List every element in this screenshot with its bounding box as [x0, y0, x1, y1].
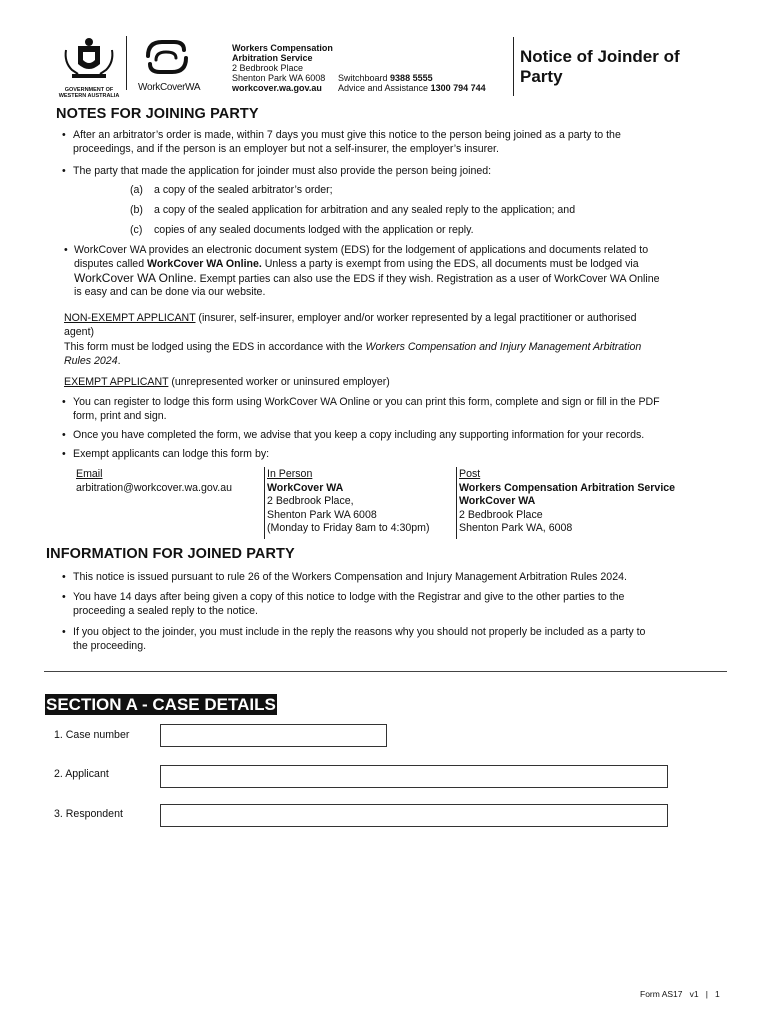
text-span: Exempt parties can also use the EDS if they wish. Registration as a user of WorkCover WA Online — [196, 273, 660, 285]
lodge-in-person-org: WorkCover WA — [267, 481, 344, 494]
list-item-b — [130, 204, 575, 218]
org-name-1: Workers Compensation — [232, 43, 333, 53]
title-divider — [513, 37, 514, 96]
text-span: disputes called — [74, 257, 148, 270]
info-bullet-2-line-1: You have 14 days after being given a copy of this notice to lodge with the Registrar and give to the other parties to the — [73, 591, 625, 603]
respondent-input[interactable] — [160, 804, 668, 827]
notes-heading: NOTES FOR JOINING PARTY — [56, 106, 259, 122]
info-bullet-3-line-1: If you object to the joinder, you must include in the reply the reasons why you should not properly be included as a party to — [73, 626, 646, 638]
lodge-post-address-1: 2 Bedbrook Place — [459, 508, 543, 521]
form-title-line-2: Party — [520, 67, 563, 86]
notes-bullet-4-line-1: You can register to lodge this form using WorkCover WA Online or you can print this form, complete and sign or fill in the PDF — [73, 396, 660, 408]
respondent-label: 3. Respondent — [54, 808, 123, 820]
exempt-label: EXEMPT APPLICANT — [64, 376, 169, 388]
logo-divider — [126, 36, 127, 90]
non-exempt-description: (insurer, self-insurer, employer and/or worker represented by a legal practitioner or authorised — [195, 312, 637, 324]
workcover-wordmark: WorkCoverWA — [138, 82, 201, 93]
notes-bullet-3 — [74, 244, 734, 300]
non-exempt-applicant-block — [64, 312, 744, 368]
switchboard-number: 9388 5555 — [390, 73, 433, 83]
case-number-input[interactable] — [160, 724, 387, 747]
list-item-a-text: a copy of the sealed arbitrator’s order; — [154, 184, 333, 196]
switchboard-label: Switchboard — [338, 73, 388, 83]
page-footer — [640, 989, 720, 999]
info-bullet-3-line-2: the proceeding. — [73, 639, 147, 652]
applicant-input[interactable] — [160, 765, 668, 788]
text-span: . — [117, 354, 121, 367]
lodge-post-org-2: WorkCover WA — [459, 495, 536, 507]
bullet-icon: • — [62, 448, 66, 460]
section-divider — [44, 671, 727, 672]
info-bullet-1: This notice is issued pursuant to rule 26 of the Workers Compensation and Injury Management Arbitration Rules 2024. — [73, 571, 627, 583]
org-name-2: Arbitration Service — [232, 53, 313, 63]
rules-title-italic-line-2: Rules 2024 — [64, 354, 118, 367]
page-number: 1 — [715, 989, 720, 999]
bullet-icon: • — [62, 165, 66, 177]
list-item-c-text: copies of any sealed documents lodged with the application or reply. — [154, 224, 474, 236]
bullet-icon: • — [62, 429, 66, 441]
form-title — [520, 47, 680, 87]
info-bullet-2 — [73, 591, 725, 618]
lodge-post-column — [459, 468, 729, 536]
list-item-b-label: (b) — [130, 204, 143, 216]
non-exempt-description-line-2: agent) — [64, 325, 95, 338]
applicant-label: 2. Applicant — [54, 768, 109, 780]
notes-bullet-6: Exempt applicants can lodge this form by: — [73, 448, 270, 460]
list-item-c — [130, 224, 474, 238]
list-item-a-label: (a) — [130, 184, 143, 196]
info-heading: INFORMATION FOR JOINED PARTY — [46, 546, 295, 562]
bullet-icon: • — [62, 129, 66, 141]
notes-bullet-3-line-3 — [74, 271, 734, 286]
advice-number: 1300 794 744 — [430, 83, 486, 93]
exempt-description: (unrepresented worker or uninsured employer) — [168, 376, 390, 388]
gov-logo-line-2: WESTERN AUSTRALIA — [58, 93, 120, 99]
org-website[interactable]: workcover.wa.gov.au — [232, 83, 322, 93]
section-a-heading: SECTION A - CASE DETAILS — [46, 695, 276, 714]
non-exempt-label: NON-EXEMPT APPLICANT — [64, 312, 196, 324]
bullet-icon: • — [62, 396, 66, 408]
lodge-in-person-address-2: Shenton Park WA 6008 — [267, 508, 377, 521]
form-id: Form AS17 — [640, 989, 683, 999]
notes-bullet-3-line-4: is easy and can be done via our website. — [74, 286, 266, 298]
lodge-post-address-2: Shenton Park WA, 6008 — [459, 522, 573, 534]
notes-bullet-3-line-2 — [74, 258, 734, 272]
notes-bullet-1-line-2: proceedings, and if the person is an employer but not a self-insurer, the employer’s insurer. — [73, 142, 499, 155]
lodge-post-heading: Post — [459, 468, 481, 480]
exempt-applicant-line — [64, 376, 390, 390]
bullet-icon: • — [62, 591, 66, 603]
eds-name-bold: WorkCover WA Online. — [147, 257, 262, 270]
notes-bullet-4 — [73, 396, 735, 423]
list-item-a — [130, 184, 333, 198]
advice-label: Advice and Assistance — [338, 83, 429, 93]
footer-separator: | — [705, 989, 708, 999]
case-number-label: 1. Case number — [54, 729, 130, 741]
lodge-email-column — [76, 468, 260, 495]
text-span: Unless a party is exempt from using the EDS, all documents must be lodged via — [261, 257, 639, 270]
info-bullet-2-line-2: proceeding a sealed reply to the notice. — [73, 604, 258, 617]
notes-bullet-2: The party that made the application for joinder must also provide the person being joined: — [73, 165, 492, 177]
lodge-column-divider — [264, 467, 265, 539]
org-contact-block — [232, 43, 492, 93]
lodge-email-heading: Email — [76, 468, 103, 480]
list-item-b-text: a copy of the sealed application for arbitration and any sealed reply to the application; and — [154, 204, 576, 216]
lodge-post-org-1: Workers Compensation Arbitration Service — [459, 481, 676, 494]
bullet-icon: • — [64, 244, 68, 256]
lodge-in-person-hours: (Monday to Friday 8am to 4:30pm) — [267, 522, 430, 534]
notes-bullet-5: Once you have completed the form, we advise that you keep a copy including any supporting information for your records. — [73, 429, 645, 441]
org-address-1: 2 Bedbrook Place — [232, 63, 304, 73]
gov-logo-line-1: GOVERNMENT OF — [64, 87, 114, 93]
notes-bullet-3-line-1: WorkCover WA provides an electronic document system (EDS) for the lodgement of applications and documents related to — [74, 244, 649, 256]
org-address-2: Shenton Park WA 6008 — [232, 73, 326, 83]
info-bullet-3 — [73, 626, 725, 653]
notes-bullet-1 — [73, 129, 725, 156]
lodge-in-person-address-1: 2 Bedbrook Place, — [267, 495, 354, 507]
rules-title-italic: Workers Compensation and Injury Management Arbitration — [365, 341, 642, 353]
bullet-icon: • — [62, 571, 66, 583]
form-version: v1 — [689, 989, 699, 999]
form-title-line-1: Notice of Joinder of — [520, 47, 680, 66]
lodge-in-person-heading: In Person — [267, 468, 313, 480]
lodge-email-address[interactable]: arbitration@workcover.wa.gov.au — [76, 481, 232, 494]
bullet-icon: • — [62, 626, 66, 638]
crest-icon — [58, 36, 120, 82]
list-item-c-label: (c) — [130, 224, 143, 236]
eds-name-large: WorkCover WA Online. — [74, 271, 197, 285]
lodge-column-divider — [456, 467, 457, 539]
workcover-logo — [138, 38, 201, 93]
lodge-in-person-column — [267, 468, 453, 536]
government-crest-logo — [58, 36, 120, 99]
eds-requirement-text: This form must be lodged using the EDS in accordance with the — [64, 341, 366, 353]
notes-bullet-1-line-1: After an arbitrator’s order is made, within 7 days you must give this notice to the person being joined as a party to the — [73, 129, 621, 141]
workcover-swirl-icon — [138, 38, 196, 76]
notes-bullet-4-line-2: form, print and sign. — [73, 409, 167, 422]
